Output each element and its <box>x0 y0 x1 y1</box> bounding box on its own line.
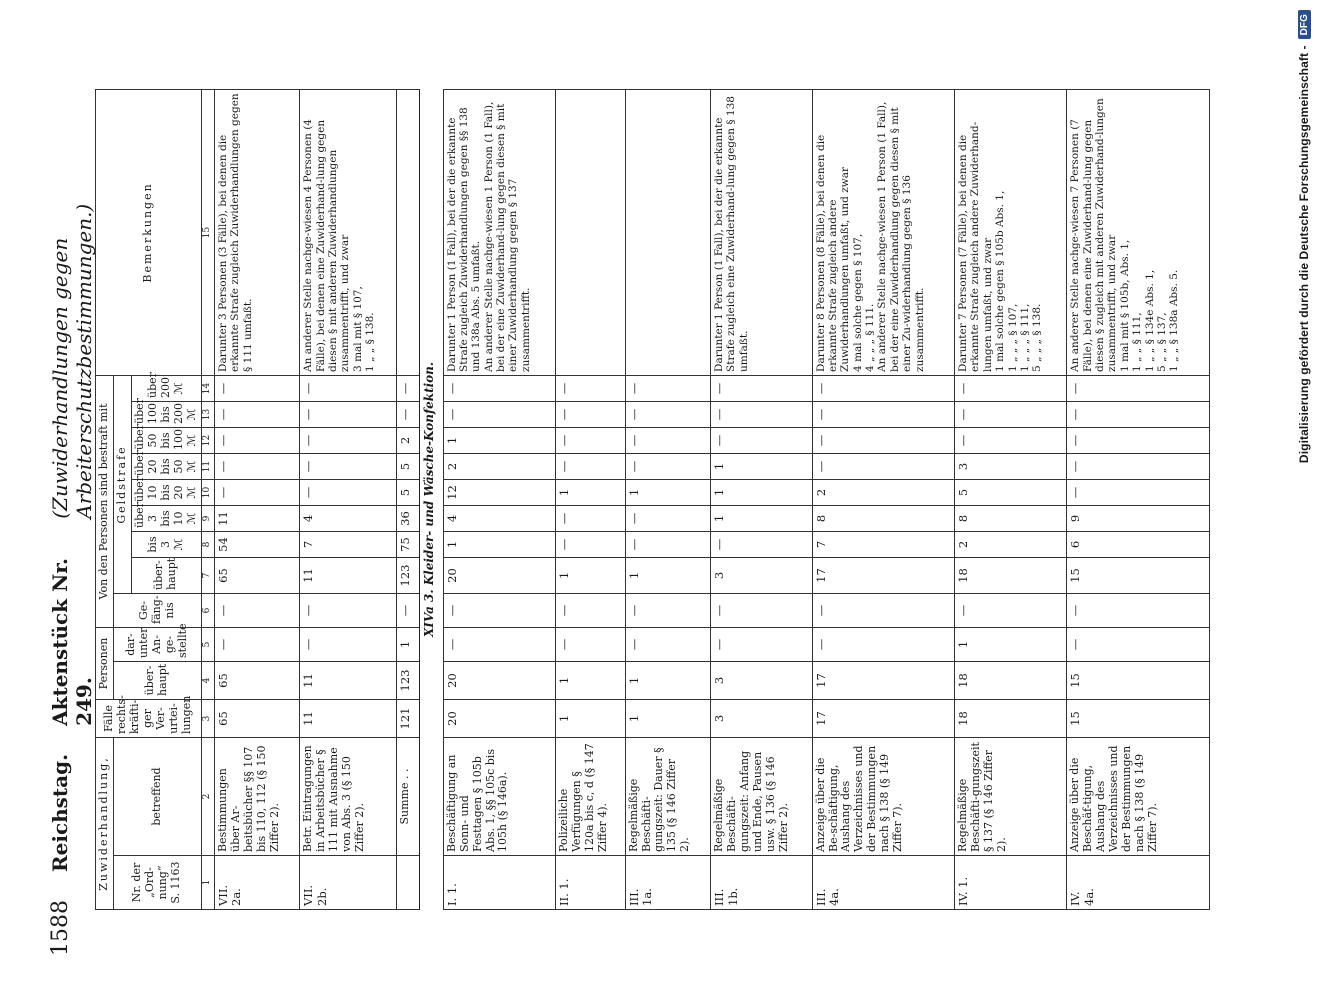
cell-3-10: 11 <box>214 506 300 532</box>
cell-faelle: 121 <box>397 700 420 738</box>
cell-personen-angestellte: — <box>443 628 555 662</box>
column-number: 9 <box>201 506 214 532</box>
table-row <box>555 89 625 909</box>
row-description: Regelmäßige Beschäfti-gungszeit § 137 (§ 146 Ziffer 2). <box>955 738 1067 856</box>
header-b6: über 100 bis 200 ℳ <box>131 402 201 428</box>
column-number: 8 <box>201 532 214 558</box>
cell-ueber-200: — <box>555 375 625 401</box>
cell-bis-3: 1 <box>443 532 555 558</box>
cell-50-100: — <box>955 428 1067 454</box>
header-personen-ueberhaupt: über-haupt <box>113 662 201 700</box>
column-number: 15 <box>201 89 214 375</box>
cell-faelle: 65 <box>214 700 300 738</box>
header-b2: über 3 bis 10 ℳ <box>131 506 201 532</box>
table-row <box>812 89 955 909</box>
cell-geldstrafe-ueberhaupt: 1 <box>625 558 711 594</box>
row-number: VII. 2a. <box>214 856 300 910</box>
digitization-note-text: Digitalisierung gefördert durch die Deutsche Forschungsgemeinschaft - <box>1297 45 1311 464</box>
cell-100-200: — <box>214 402 300 428</box>
cell-50-100: — <box>1067 428 1210 454</box>
cell-20-50: — <box>1067 454 1210 480</box>
row-description: Regelmäßige Beschäfti-gungszeit: Dauer § 135 (§ 146 Ziffer 2). <box>625 738 711 856</box>
cell-geldstrafe-ueberhaupt: 3 <box>711 558 812 594</box>
cell-100-200: — <box>443 402 555 428</box>
cell-ueber-200: — <box>397 375 420 401</box>
cell-personen-angestellte: 1 <box>955 628 1067 662</box>
header-b7: über 200 ℳ <box>131 375 201 401</box>
column-number: 10 <box>201 480 214 506</box>
row-description: Beschäftigung an Sonn- und Festtagen § 105b Abs. 1, §§ 105c bis 105h (§ 146a). <box>443 738 555 856</box>
cell-geldstrafe-ueberhaupt: 123 <box>397 558 420 594</box>
cell-100-200: — <box>711 402 812 428</box>
cell-faelle: 3 <box>711 700 812 738</box>
row-description: Anzeige über die Beschäf-tigung, Aushang des Verzeichnisses und der Bestimmungen nach § 138 (§ 149 Ziffer 7). <box>1067 738 1210 856</box>
header-von-den-personen: Von den Personen sind bestraft mit <box>96 375 114 627</box>
cell-3-10: 8 <box>812 506 955 532</box>
cell-personen-ueberhaupt: 1 <box>555 662 625 700</box>
side-strip <box>1284 0 1324 1000</box>
cell-gefaengnis: — <box>555 594 625 628</box>
cell-personen-ueberhaupt: 3 <box>711 662 812 700</box>
cell-gefaengnis: — <box>711 594 812 628</box>
cell-20-50: 2 <box>443 454 555 480</box>
cell-personen-angestellte: — <box>812 628 955 662</box>
cell-ueber-200: — <box>214 375 300 401</box>
cell-faelle: 1 <box>625 700 711 738</box>
cell-10-20: 5 <box>955 480 1067 506</box>
header-b4: über 20 bis 50 ℳ <box>131 454 201 480</box>
row-description: Betr. Eintragungen in Arbeitsbücher § 111 mit Ausnahme von Abs. 3 (§ 150 Ziffer 2). <box>300 738 397 856</box>
table-row <box>443 89 555 909</box>
header-gefaengnis: Ge-fäng-nis <box>113 594 201 628</box>
column-number: 2 <box>201 738 214 856</box>
cell-50-100: — <box>555 428 625 454</box>
cell-3-10: 4 <box>300 506 397 532</box>
cell-10-20: 5 <box>397 480 420 506</box>
cell-10-20: — <box>300 480 397 506</box>
cell-faelle: 20 <box>443 700 555 738</box>
header-geldstrafe: Geldstrafe <box>113 375 131 593</box>
header-title: Reichstag. <box>48 753 72 872</box>
cell-gefaengnis: — <box>300 594 397 628</box>
cell-20-50: — <box>812 454 955 480</box>
cell-bis-3: 54 <box>214 532 300 558</box>
cell-ueber-200: — <box>443 375 555 401</box>
cell-20-50: — <box>214 454 300 480</box>
cell-3-10: — <box>555 506 625 532</box>
cell-gefaengnis: — <box>214 594 300 628</box>
page-header <box>48 36 96 956</box>
row-number: II. 1. <box>555 856 625 910</box>
cell-ueber-200: — <box>300 375 397 401</box>
cell-bis-3: — <box>711 532 812 558</box>
cell-3-10: — <box>625 506 711 532</box>
row-description: Bestimmungen über Ar-beitsbücher §§ 107 bis 110, 112 (§ 150 Ziffer 2). <box>214 738 300 856</box>
cell-personen-ueberhaupt: 11 <box>300 662 397 700</box>
column-number-row <box>201 89 214 909</box>
cell-20-50: 1 <box>711 454 812 480</box>
cell-20-50: — <box>625 454 711 480</box>
row-remarks <box>625 89 711 375</box>
row-number: III. 1b. <box>711 856 812 910</box>
column-number: 3 <box>201 700 214 738</box>
cell-bis-3: 7 <box>812 532 955 558</box>
cell-10-20: 1 <box>555 480 625 506</box>
cell-3-10: 8 <box>955 506 1067 532</box>
header-subtitle: (Zuwiderhandlungen gegen Arbeiterschutzbestimmungen.) <box>48 203 96 519</box>
cell-50-100: 2 <box>397 428 420 454</box>
cell-faelle: 18 <box>955 700 1067 738</box>
cell-personen-angestellte: — <box>555 628 625 662</box>
cell-50-100: — <box>625 428 711 454</box>
cell-gefaengnis: — <box>625 594 711 628</box>
column-number: 11 <box>201 454 214 480</box>
header-faelle: Fälle rechts-kräfti-ger Ver-urtei-lungen <box>96 700 202 738</box>
cell-100-200: — <box>955 402 1067 428</box>
cell-personen-ueberhaupt: 15 <box>1067 662 1210 700</box>
cell-3-10: 9 <box>1067 506 1210 532</box>
column-number: 14 <box>201 375 214 401</box>
row-remarks <box>397 89 420 375</box>
cell-geldstrafe-ueberhaupt: 1 <box>555 558 625 594</box>
column-number: 1 <box>201 856 214 910</box>
table-row <box>300 89 397 909</box>
cell-gefaengnis: — <box>397 594 420 628</box>
cell-faelle: 11 <box>300 700 397 738</box>
section-row <box>420 89 443 909</box>
cell-personen-angestellte: — <box>300 628 397 662</box>
cell-ueber-200: — <box>711 375 812 401</box>
header-b1: bis 3 ℳ <box>131 532 201 558</box>
row-number: III. 1a. <box>625 856 711 910</box>
cell-gefaengnis: — <box>812 594 955 628</box>
header-gs-ueberhaupt: über-haupt <box>131 558 201 594</box>
cell-personen-angestellte: — <box>1067 628 1210 662</box>
document-number: Aktenstück Nr. 249. <box>48 558 96 726</box>
cell-geldstrafe-ueberhaupt: 11 <box>300 558 397 594</box>
cell-bis-3: 7 <box>300 532 397 558</box>
cell-50-100: — <box>214 428 300 454</box>
cell-100-200: — <box>625 402 711 428</box>
column-number: 5 <box>201 628 214 662</box>
cell-50-100: — <box>300 428 397 454</box>
row-remarks: Darunter 7 Personen (7 Fälle), bei denen die erkannte Strafe zugleich andere Zuwiderhand-lungen umfaßt, und zwar 1 mal solche gegen § 105b Abs. 1, 1 „ „ „ § 107, 1 „ „ „ § 111, 5 „ „ „ § 138. <box>955 89 1067 375</box>
cell-20-50: 5 <box>397 454 420 480</box>
cell-bis-3: — <box>555 532 625 558</box>
cell-bis-3: — <box>625 532 711 558</box>
row-description: Polizeiliche Verfügungen § 120a bis c, d (§ 147 Ziffer 4). <box>555 738 625 856</box>
row-description: Regelmäßige Beschäfti-gungszeit: Anfang und Ende, Pausen usw. § 136 (§ 146 Ziffer 2). <box>711 738 812 856</box>
cell-10-20: — <box>214 480 300 506</box>
cell-10-20: — <box>1067 480 1210 506</box>
cell-personen-ueberhaupt: 20 <box>443 662 555 700</box>
cell-ueber-200: — <box>1067 375 1210 401</box>
cell-10-20: 1 <box>625 480 711 506</box>
column-number: 7 <box>201 558 214 594</box>
cell-geldstrafe-ueberhaupt: 18 <box>955 558 1067 594</box>
cell-geldstrafe-ueberhaupt: 15 <box>1067 558 1210 594</box>
column-number: 12 <box>201 428 214 454</box>
cell-geldstrafe-ueberhaupt: 65 <box>214 558 300 594</box>
cell-50-100: 1 <box>443 428 555 454</box>
cell-faelle: 1 <box>555 700 625 738</box>
table-row <box>1067 89 1210 909</box>
section-title: XIVa 3. Kleider- und Wäsche-Konfektion. <box>420 89 443 909</box>
cell-100-200: — <box>397 402 420 428</box>
cell-personen-angestellte: — <box>711 628 812 662</box>
row-remarks: An anderer Stelle nachge-wiesen 7 Personen (7 Fälle), bei denen eine Zuwiderhand-lung gegen diesen § zugleich mit anderen Zuwiderhand-lungen zusammentrifft, und zwar 1 mal mit § 105b, Abs. 1, 1 „ „ § 111, 1 „ „ § 134e Abs. 1, 5 „ „ § 137, 1 „ „ § 138a Abs. 5. <box>1067 89 1210 375</box>
cell-personen-ueberhaupt: 123 <box>397 662 420 700</box>
header-b3: über 10 bis 20 ℳ <box>131 480 201 506</box>
statistics-table <box>95 89 1210 910</box>
cell-personen-ueberhaupt: 17 <box>812 662 955 700</box>
cell-100-200: — <box>555 402 625 428</box>
table-row <box>625 89 711 909</box>
cell-3-10: 36 <box>397 506 420 532</box>
row-remarks: Darunter 1 Person (1 Fall), bei der die erkannte Strafe zugleich Zuwiderhandlungen gegen §§ 138 und 138a Abs. 5 umfaßt. An anderer Stelle nachge-wiesen 1 Person (1 Fall), bei der eine Zuwiderhand-lung gegen diesen § mit einer Zuwiderhandlung gegen § 137 zusammentrifft. <box>443 89 555 375</box>
cell-3-10: 4 <box>443 506 555 532</box>
row-number: VII. 2b. <box>300 856 397 910</box>
cell-geldstrafe-ueberhaupt: 17 <box>812 558 955 594</box>
cell-gefaengnis: — <box>1067 594 1210 628</box>
row-number: IV. 4a. <box>1067 856 1210 910</box>
cell-personen-ueberhaupt: 18 <box>955 662 1067 700</box>
row-description: Summe . . <box>397 738 420 856</box>
cell-100-200: — <box>300 402 397 428</box>
cell-20-50: — <box>300 454 397 480</box>
table-row <box>711 89 812 909</box>
row-remarks: Darunter 8 Personen (8 Fälle), bei denen die erkannte Strafe zugleich andere Zuwiderhandlungen umfaßt, und zwar 4 mal solche gegen § 107, 4 „ „ „ § 111. An anderer Stelle nachge-wiesen 1 Person (1 Fall), bei der eine Zuwiderhandlung gegen diesen § mit einer Zu-widerhandlung gegen § 136 zusammentrifft. <box>812 89 955 375</box>
cell-bis-3: 75 <box>397 532 420 558</box>
header-personen: Personen <box>96 628 114 700</box>
cell-50-100: — <box>812 428 955 454</box>
cell-gefaengnis: — <box>955 594 1067 628</box>
cell-bis-3: 2 <box>955 532 1067 558</box>
header-b5: über 50 bis 100 ℳ <box>131 428 201 454</box>
cell-50-100: — <box>711 428 812 454</box>
cell-20-50: 3 <box>955 454 1067 480</box>
column-number: 6 <box>201 594 214 628</box>
cell-personen-ueberhaupt: 1 <box>625 662 711 700</box>
cell-personen-angestellte: — <box>214 628 300 662</box>
header-personen-darunter: dar-unter An-ge-stellte <box>113 628 201 662</box>
table-row <box>955 89 1067 909</box>
dfg-logo: DFG <box>1298 10 1311 39</box>
table-row <box>214 89 300 909</box>
header-zuwiderhandlung: Zuwiderhandlung, <box>96 738 114 910</box>
cell-geldstrafe-ueberhaupt: 20 <box>443 558 555 594</box>
digitization-note <box>1290 0 1318 1000</box>
header-bemerkungen: Bemerkungen <box>96 89 202 375</box>
row-remarks: Darunter 3 Personen (3 Fälle), bei denen die erkannte Strafe zugleich Zuwiderhandlungen gegen § 111 umfaßt. <box>214 89 300 375</box>
sum-row <box>397 89 420 909</box>
row-description: Anzeige über die Be-schäftigung, Aushang des Verzeichnisses und der Bestimmungen nach § 138 (§ 149 Ziffer 7). <box>812 738 955 856</box>
row-number: IV. 1. <box>955 856 1067 910</box>
cell-10-20: 12 <box>443 480 555 506</box>
row-remarks <box>555 89 625 375</box>
column-number: 4 <box>201 662 214 700</box>
cell-100-200: — <box>1067 402 1210 428</box>
cell-10-20: 2 <box>812 480 955 506</box>
cell-faelle: 15 <box>1067 700 1210 738</box>
page-number: 1588 <box>48 900 73 956</box>
cell-ueber-200: — <box>812 375 955 401</box>
header-betreffend: betreffend <box>113 738 201 856</box>
cell-20-50: — <box>555 454 625 480</box>
row-number <box>397 856 420 910</box>
cell-100-200: — <box>812 402 955 428</box>
header-nr: Nr. der „Ord-nung“ S. 1163 <box>113 856 201 910</box>
cell-personen-angestellte: — <box>625 628 711 662</box>
cell-faelle: 17 <box>812 700 955 738</box>
table-body <box>214 89 1209 909</box>
row-remarks: An anderer Stelle nachge-wiesen 4 Personen (4 Fälle), bei denen eine Zuwiderhand-lung gegen diesen § mit anderen Zuwiderhandlungen zusammentrifft, und zwar 3 mal mit § 107, 1 „ „ § 138. <box>300 89 397 375</box>
row-remarks: Darunter 1 Person (1 Fall), bei der die erkannte Strafe zugleich eine Zuwiderhand-lung gegen § 138 umfaßt. <box>711 89 812 375</box>
cell-personen-ueberhaupt: 65 <box>214 662 300 700</box>
cell-bis-3: 6 <box>1067 532 1210 558</box>
cell-ueber-200: — <box>625 375 711 401</box>
column-number: 13 <box>201 402 214 428</box>
cell-personen-angestellte: 1 <box>397 628 420 662</box>
row-number: III. 4a. <box>812 856 955 910</box>
row-number: I. 1. <box>443 856 555 910</box>
cell-gefaengnis: — <box>443 594 555 628</box>
cell-10-20: 1 <box>711 480 812 506</box>
cell-ueber-200: — <box>955 375 1067 401</box>
cell-3-10: 1 <box>711 506 812 532</box>
